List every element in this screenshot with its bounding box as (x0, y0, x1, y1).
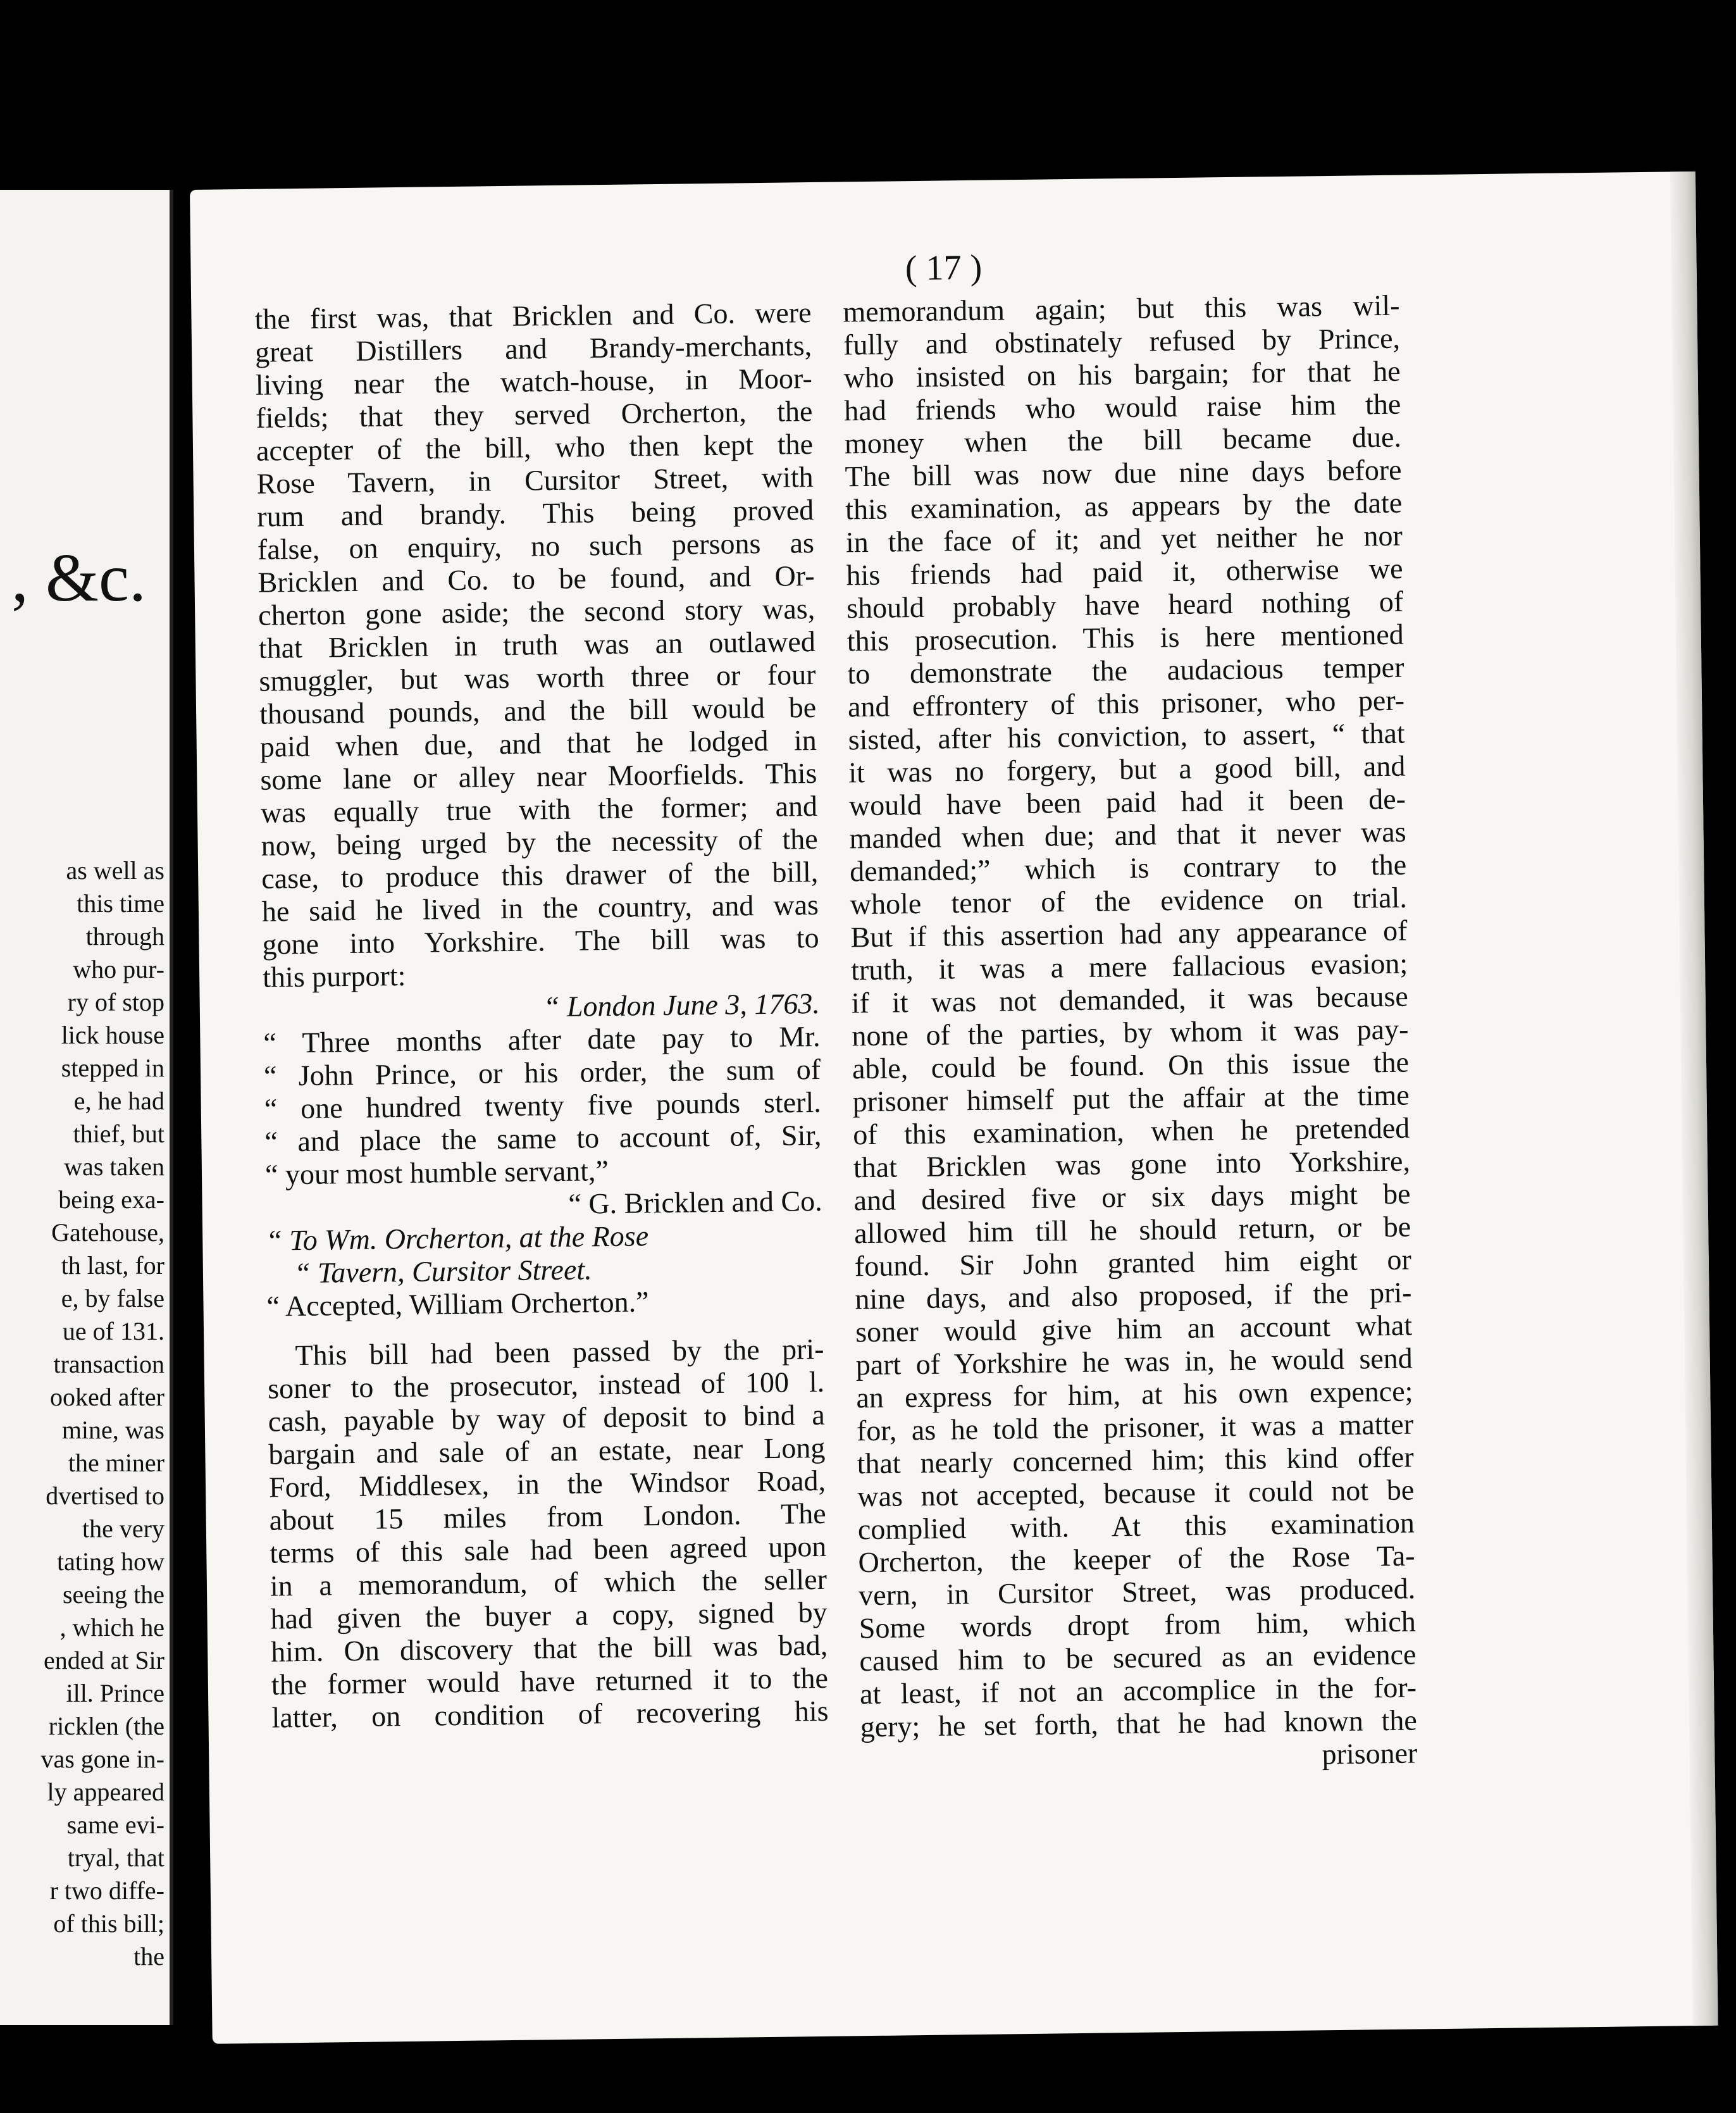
text-line: vas gone in- (40, 1745, 164, 1773)
text-line: th last, for (61, 1251, 164, 1280)
text-line: was not accepted, because it could not be (857, 1473, 1415, 1513)
text-line: accepter of the bill, who then kept the (256, 427, 814, 467)
paragraph (843, 289, 1417, 1744)
text-line: cherton gone aside; the second story was, (257, 592, 815, 632)
text-line: of this bill; (53, 1909, 164, 1938)
text-line: latter, on condition of recovering his (271, 1694, 829, 1734)
text-line: Rose Tavern, in Cursitor Street, with (256, 460, 814, 500)
text-line: gone into Yorkshire. The bill was to (262, 921, 819, 961)
text-line: rum and brandy. This being proved (257, 493, 814, 533)
text-line: memorandum again; but this was wil- (843, 289, 1400, 328)
text-line: and effrontery of this prisoner, who per- (847, 683, 1405, 723)
text-line: as well as (66, 856, 164, 885)
text-line: false, on enquiry, no such persons as (257, 526, 815, 566)
text-line: tating how (57, 1547, 164, 1576)
text-line: soner would give him an account what (855, 1309, 1413, 1349)
text-line: thief, but (73, 1119, 164, 1148)
text-line: whole tenor of the evidence on trial. (850, 881, 1408, 921)
text-line: part of Yorkshire he was in, he would send (855, 1342, 1413, 1381)
text-line: who pur- (73, 955, 164, 983)
text-line: fields; that they served Orcherton, the (256, 395, 813, 434)
text-line: he said he lived in the country, and was (261, 888, 819, 928)
paragraph (254, 296, 819, 994)
text-line: paid when due, and that he lodged in (259, 723, 817, 763)
text-line: through (85, 922, 164, 951)
text-line: same evi- (66, 1811, 164, 1839)
text-line: gery; he set forth, that he had known the (860, 1704, 1417, 1743)
text-line: prisoner himself put the affair at the time (852, 1078, 1410, 1118)
text-line: caused him to be secured as an evidence (859, 1638, 1417, 1678)
bill-acceptance: “ Accepted, William Orcherton.” (266, 1285, 649, 1323)
text-line: soner to the prosecutor, instead of 100 l. (267, 1365, 825, 1405)
text-line: had friends who would raise him the (844, 387, 1401, 427)
text-line: e, he had (73, 1087, 164, 1115)
bill-address-line: “ Tavern, Cursitor Street. (294, 1253, 592, 1290)
text-line: to demonstrate the audacious temper (847, 651, 1404, 690)
catchword: prisoner (1322, 1736, 1418, 1771)
text-line: this examination, as appears by the date (845, 486, 1403, 526)
text-line: mine, was (61, 1416, 164, 1444)
text-line: some lane or alley near Moorfields. This (260, 756, 817, 796)
text-line: being exa- (58, 1185, 164, 1214)
text-line: his friends had paid it, otherwise we (846, 552, 1403, 592)
text-line: vern, in Cursitor Street, was produced. (858, 1572, 1416, 1612)
bill-line: “ Three months after date pay to Mr. (263, 1019, 821, 1059)
text-line: e, by false (61, 1284, 164, 1312)
text-line: in the face of it; and yet neither he nor (845, 519, 1403, 559)
text-line: smuggler, but was worth three or four (259, 658, 816, 697)
paragraph (267, 1333, 829, 1735)
text-line: But if this assertion had any appearance of (850, 914, 1408, 954)
text-line: the miner (68, 1449, 164, 1477)
text-column-left (254, 296, 829, 1735)
bill-signature: “ G. Bricklen and Co. (568, 1184, 822, 1220)
text-line: The bill was now due nine days before (845, 453, 1402, 493)
text-line: ill. Prince (66, 1679, 164, 1707)
text-line: the (133, 1942, 164, 1971)
bill-line: “ one hundred twenty five pounds sterl. (264, 1085, 821, 1125)
text-line: should probably have heard nothing of (846, 585, 1404, 625)
text-line: demanded;” which is contrary to the (849, 848, 1407, 888)
text-line: found. Sir John granted him eight or (854, 1243, 1412, 1283)
text-line: this purport: (262, 959, 406, 994)
bill-text (263, 1020, 822, 1192)
text-line: r two diffe- (49, 1876, 164, 1905)
text-line: and desired five or six days might be (853, 1177, 1411, 1217)
text-column-right (843, 289, 1418, 1777)
left-page-text (40, 854, 164, 1973)
text-line: money when the bill became due. (844, 420, 1402, 460)
left-page-heading-fragment: , &c. (11, 540, 146, 616)
text-line: nine days, and also proposed, if the pri- (855, 1276, 1412, 1316)
bill-line: “ and place the same to account of, Sir, (264, 1118, 822, 1158)
text-line: that nearly concerned him; this kind offer (857, 1440, 1414, 1480)
bill-line: “ John Prince, or his order, the sum of (263, 1052, 821, 1092)
text-line: sisted, after his conviction, to assert, “ that (848, 716, 1405, 756)
text-line: seeing the (62, 1580, 164, 1609)
text-line: Bricklen and Co. to be found, and Or- (257, 559, 815, 599)
left-facing-page (0, 190, 173, 2025)
text-line: Gatehouse, (51, 1218, 164, 1247)
text-line: transaction (53, 1350, 164, 1378)
text-line: had given the buyer a copy, signed by (270, 1595, 828, 1635)
text-line: fully and obstinately refused by Prince, (843, 321, 1401, 361)
text-line: ricklen (the (48, 1712, 164, 1740)
text-line: living near the watch-house, in Moor- (255, 362, 813, 401)
text-line: the very (82, 1514, 164, 1543)
text-line: , which he (59, 1613, 164, 1642)
text-line: terms of this sale had been agreed upon (270, 1530, 827, 1569)
text-line: able, could be found. On this issue the (852, 1045, 1410, 1085)
text-line: at least, if not an accomplice in the for- (859, 1671, 1417, 1711)
text-line: cash, payable by way of deposit to bind a (268, 1398, 826, 1438)
text-line: that Bricklen in truth was an outlawed (258, 625, 816, 664)
text-line: Some words dropt from him, which (859, 1605, 1417, 1645)
text-line: allowed him till he should return, or be (853, 1210, 1411, 1250)
page-edge (1670, 171, 1718, 2026)
text-line: complied with. At this examination (857, 1506, 1415, 1546)
bill-line: “ your most humble servant,” (264, 1154, 609, 1191)
book-page (190, 171, 1718, 2044)
text-line: ue of 131. (62, 1317, 164, 1345)
text-line: Orcherton, the keeper of the Rose Ta- (858, 1539, 1415, 1579)
text-line: Ford, Middlesex, in the Windsor Road, (268, 1464, 826, 1504)
text-line: the former would have returned it to the (271, 1661, 829, 1701)
text-line: that Bricklen was gone into Yorkshire, (853, 1144, 1411, 1184)
text-line: bargain and sale of an estate, near Long (268, 1431, 826, 1471)
text-line: ooked after (49, 1383, 164, 1411)
text-line: truth, it was a mere fallacious evasion; (850, 947, 1408, 987)
text-line: stepped in (61, 1054, 164, 1082)
text-line: this time (77, 889, 164, 918)
text-line: thousand pounds, and the bill would be (259, 690, 817, 730)
text-line: would have been paid had it been de- (848, 782, 1406, 822)
text-line: none of the parties, by whom it was pay- (852, 1013, 1409, 1052)
text-line: was equally true with the former; and (260, 789, 818, 829)
bill-date: “ London June 3, 1763. (543, 987, 821, 1023)
bill-address-line: “ To Wm. Orcherton, at the Rose (265, 1219, 649, 1257)
text-line: if it was not demanded, it was because (851, 980, 1409, 1019)
text-line: manded when due; and that it never was (849, 815, 1406, 855)
text-line: great Distillers and Brandy-merchants, (254, 329, 812, 368)
text-line: in a memorandum, of which the seller (270, 1562, 828, 1602)
text-line: for, as he told the prisoner, it was a matter (856, 1407, 1414, 1447)
text-line: him. On discovery that the bill was bad, (270, 1628, 828, 1668)
text-line: case, to produce this drawer of the bill, (261, 855, 819, 895)
text-line: was taken (64, 1152, 164, 1181)
text-line: tryal, that (67, 1843, 164, 1872)
text-line: now, being urged by the necessity of the (261, 822, 818, 862)
text-line: dvertised to (46, 1481, 164, 1510)
text-line: ended at Sir (43, 1646, 164, 1674)
text-line: ry of stop (67, 988, 164, 1016)
text-line: it was no forgery, but a good bill, and (848, 749, 1406, 789)
text-line: ly appeared (47, 1778, 164, 1806)
text-line: of this examination, when he pretended (853, 1111, 1410, 1151)
text-line: an express for him, at his own expence; (856, 1374, 1413, 1414)
text-line: this prosecution. This is here mentioned (846, 618, 1404, 658)
text-line: This bill had been passed by the pri- (295, 1332, 824, 1372)
text-line: lick house (61, 1021, 164, 1049)
page-number: ( 17 ) (905, 247, 983, 289)
text-line: about 15 miles from London. The (269, 1497, 826, 1536)
text-line: the first was, that Bricklen and Co. were (254, 296, 812, 335)
text-line: who insisted on his bargain; for that he (843, 354, 1401, 394)
